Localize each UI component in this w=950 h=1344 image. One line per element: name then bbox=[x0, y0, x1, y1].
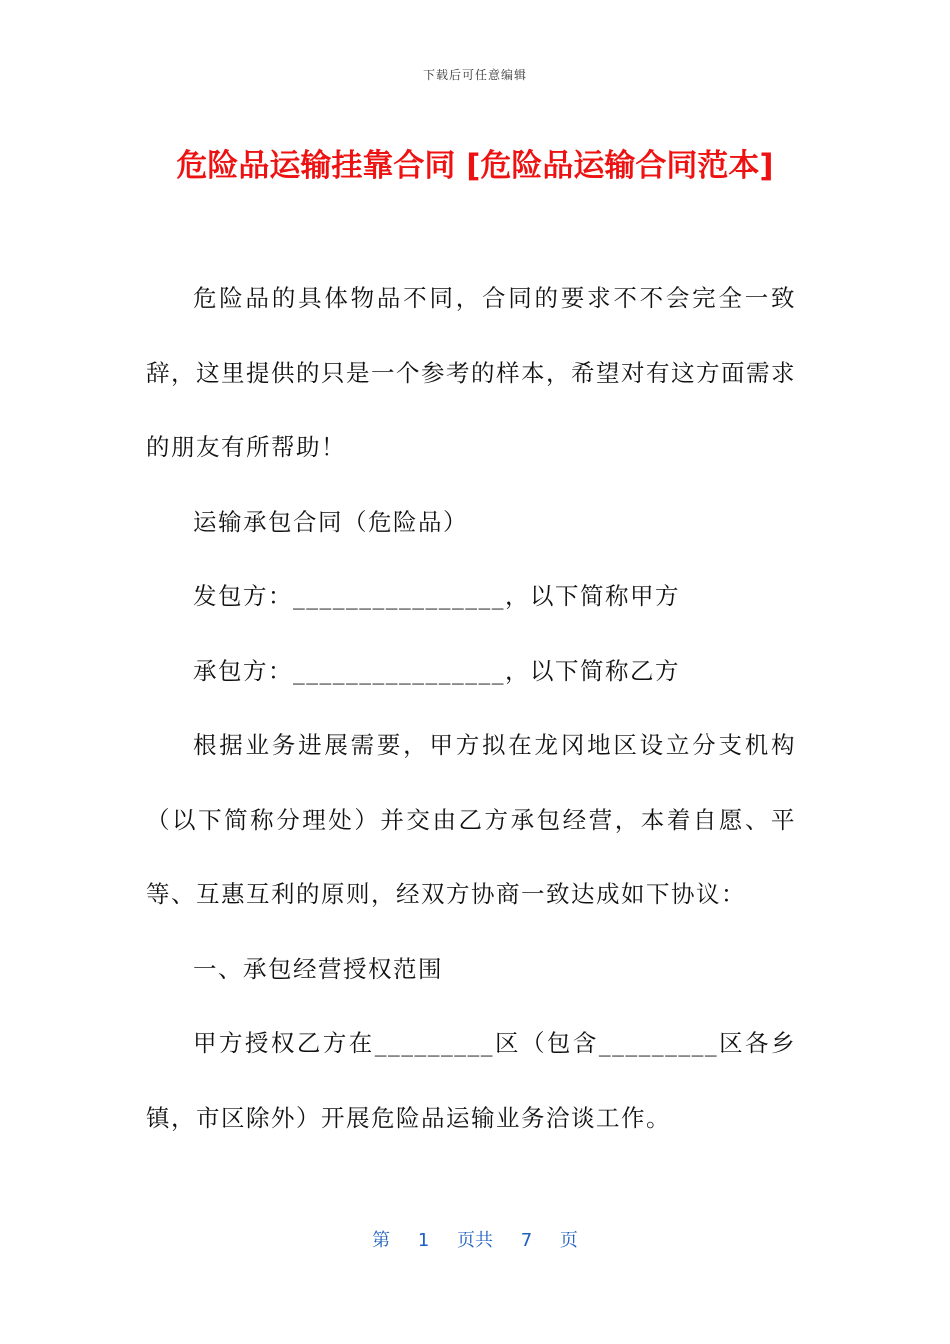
contract-heading: 运输承包合同（危险品） bbox=[193, 507, 468, 536]
footer-current-page: 1 bbox=[417, 1230, 430, 1251]
header-note: 下载后可任意编辑 bbox=[422, 68, 527, 82]
footer-page-label: 第 bbox=[372, 1230, 391, 1251]
document-body bbox=[146, 261, 796, 1155]
document-title: 危险品运输挂靠合同 [危险品运输合同范本] bbox=[176, 148, 774, 184]
section-paragraph: 甲方授权乙方在_________区（包含_________区各乡镇，市区除外）开展危险品运输业务洽谈工作。 bbox=[146, 1029, 796, 1132]
page-footer bbox=[0, 1226, 950, 1252]
footer-total-label: 页共 bbox=[457, 1230, 493, 1251]
preamble-paragraph: 根据业务进展需要，甲方拟在龙冈地区设立分支机构（以下简称分理处）并交由乙方承包经营，本着自愿、平等、互惠互利的原则，经双方协商一致达成如下协议： bbox=[146, 731, 796, 908]
party-a-line: 发包方：________________，以下简称甲方 bbox=[193, 582, 680, 610]
footer-total-pages: 7 bbox=[520, 1230, 533, 1251]
section-heading: 一、承包经营授权范围 bbox=[193, 954, 443, 983]
party-b-line: 承包方：________________，以下简称乙方 bbox=[193, 656, 680, 685]
footer-page-suffix: 页 bbox=[559, 1230, 578, 1251]
intro-paragraph: 危险品的具体物品不同，合同的要求不不会完全一致辞，这里提供的只是一个参考的样本，希望对有这方面需求的朋友有所帮助！ bbox=[146, 284, 796, 461]
